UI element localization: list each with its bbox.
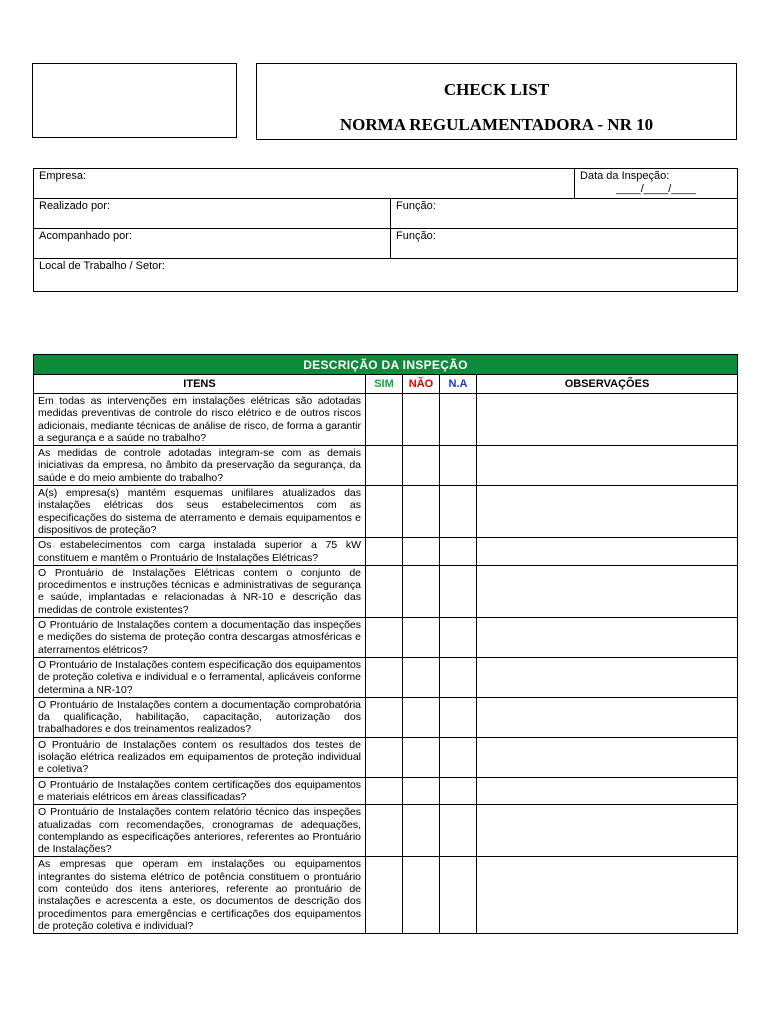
col-itens: ITENS — [34, 375, 366, 394]
na-checkbox[interactable] — [440, 565, 477, 617]
realizado-por-label: Realizado por: — [39, 200, 110, 212]
acompanhado-por-label: Acompanhado por: — [39, 230, 132, 242]
funcao-2-label: Função: — [396, 230, 436, 242]
sim-checkbox[interactable] — [366, 737, 403, 777]
na-checkbox[interactable] — [440, 777, 477, 805]
checklist-body — [34, 394, 738, 934]
observacoes-cell[interactable] — [477, 737, 738, 777]
sim-checkbox[interactable] — [366, 805, 403, 857]
checklist-row — [34, 486, 738, 538]
na-checkbox[interactable] — [440, 618, 477, 658]
checklist-item-text: O Prontuário de Instalações contem os resultados dos testes de isolação elétrica realizados em equipamentos de proteção individual e coletiva? — [34, 737, 366, 777]
local-label: Local de Trabalho / Setor: — [39, 260, 165, 272]
empresa-field[interactable] — [34, 169, 575, 199]
sim-checkbox[interactable] — [366, 565, 403, 617]
sim-checkbox[interactable] — [366, 618, 403, 658]
info-row-empresa — [34, 169, 738, 199]
sim-checkbox[interactable] — [366, 538, 403, 566]
title-box — [256, 63, 737, 140]
date-placeholder: ____/____/____ — [616, 183, 696, 195]
sim-checkbox[interactable] — [366, 394, 403, 446]
col-observacoes: OBSERVAÇÕES — [477, 375, 738, 394]
na-checkbox[interactable] — [440, 538, 477, 566]
checklist-item-text: O Prontuário de Instalações Elétricas contem o conjunto de procedimentos e instruções técnicas e administrativas de segurança e saúde, implantadas e relacionadas à NR-10 e descrição das medidas de controle existentes? — [34, 565, 366, 617]
checklist-item-text: Os estabelecimentos com carga instalada superior a 75 kW constituem e mantêm o Prontuário de Instalações Elétricas? — [34, 538, 366, 566]
checklist-row — [34, 565, 738, 617]
observacoes-cell[interactable] — [477, 697, 738, 737]
info-row-local — [34, 259, 738, 292]
na-checkbox[interactable] — [440, 697, 477, 737]
na-checkbox[interactable] — [440, 805, 477, 857]
checklist-row — [34, 538, 738, 566]
nao-checkbox[interactable] — [403, 538, 440, 566]
checklist-row — [34, 618, 738, 658]
nao-checkbox[interactable] — [403, 697, 440, 737]
observacoes-cell[interactable] — [477, 805, 738, 857]
observacoes-cell[interactable] — [477, 618, 738, 658]
checklist-row — [34, 857, 738, 934]
nao-checkbox[interactable] — [403, 777, 440, 805]
info-row-realizado — [34, 199, 738, 229]
observacoes-cell[interactable] — [477, 538, 738, 566]
observacoes-cell[interactable] — [477, 446, 738, 486]
na-checkbox[interactable] — [440, 737, 477, 777]
info-row-acompanhado — [34, 229, 738, 259]
observacoes-cell[interactable] — [477, 777, 738, 805]
form-subtitle: NORMA REGULAMENTADORA - NR 10 — [339, 115, 654, 134]
nao-checkbox[interactable] — [403, 737, 440, 777]
checklist-item-text: Em todas as intervenções em instalações elétricas são adotadas medidas preventivas de controle do risco elétrico e de outros riscos adicionais, mediante técnicas de análise de risco, de forma a garantir a segurança e a saúde no trabalho? — [34, 394, 366, 446]
na-checkbox[interactable] — [440, 657, 477, 697]
data-inspecao-field[interactable] — [575, 169, 738, 199]
checklist-item-text: A(s) empresa(s) mantém esquemas unifilares atualizados das instalações elétricas dos seus estabelecimentos com as especificações do sistema de aterramento e demais equipamentos e dispositivos de proteção? — [34, 486, 366, 538]
sim-checkbox[interactable] — [366, 657, 403, 697]
observacoes-cell[interactable] — [477, 657, 738, 697]
na-checkbox[interactable] — [440, 446, 477, 486]
checklist-item-text: As medidas de controle adotadas integram-se com as demais iniciativas da empresa, no âmbito da preservação da segurança, da saúde e do meio ambiente do trabalho? — [34, 446, 366, 486]
acompanhado-por-field[interactable] — [34, 229, 391, 259]
checklist-table — [33, 354, 738, 934]
funcao-1-field[interactable] — [391, 199, 738, 229]
nao-checkbox[interactable] — [403, 657, 440, 697]
nao-checkbox[interactable] — [403, 446, 440, 486]
col-na: N.A — [440, 375, 477, 394]
col-nao: NÃO — [403, 375, 440, 394]
data-inspecao-label: Data da Inspeção: — [580, 170, 670, 182]
checklist-row — [34, 737, 738, 777]
checklist-row — [34, 777, 738, 805]
checklist-banner: DESCRIÇÃO DA INSPEÇÃO — [34, 355, 738, 375]
sim-checkbox[interactable] — [366, 446, 403, 486]
checklist-item-text: O Prontuário de Instalações contem relatório técnico das inspeções atualizadas com recomendações, cronogramas de adequações, contemplando as especificações anteriores, referentes ao Prontuário de Instalações? — [34, 805, 366, 857]
col-sim: SIM — [366, 375, 403, 394]
checklist-item-text: O Prontuário de Instalações contem especificação dos equipamentos de proteção coletiva e individual e o ferramental, aplicáveis conforme determina a NR-10? — [34, 657, 366, 697]
funcao-2-field[interactable] — [391, 229, 738, 259]
sim-checkbox[interactable] — [366, 777, 403, 805]
checklist-item-text: O Prontuário de Instalações contem a documentação comprobatória da qualificação, habilitação, capacitação, autorização dos trabalhadores e dos treinamentos realizados? — [34, 697, 366, 737]
info-table — [33, 168, 738, 292]
local-field[interactable] — [34, 259, 738, 292]
nao-checkbox[interactable] — [403, 805, 440, 857]
nao-checkbox[interactable] — [403, 486, 440, 538]
checklist-row — [34, 805, 738, 857]
checklist-row — [34, 446, 738, 486]
checklist-row — [34, 394, 738, 446]
na-checkbox[interactable] — [440, 394, 477, 446]
checklist-row — [34, 657, 738, 697]
nao-checkbox[interactable] — [403, 618, 440, 658]
sim-checkbox[interactable] — [366, 697, 403, 737]
sim-checkbox[interactable] — [366, 486, 403, 538]
observacoes-cell[interactable] — [477, 486, 738, 538]
sim-checkbox[interactable] — [366, 857, 403, 934]
na-checkbox[interactable] — [440, 857, 477, 934]
checklist-item-text: As empresas que operam em instalações ou equipamentos integrantes do sistema elétrico de potência constituem o prontuário com conteúdo dos itens anteriores, referente ao prontuário de instalações e acrescenta a este, os documentos de descrição dos procedimentos para emergências e certificações dos equipamentos de proteção coletiva e individual? — [34, 857, 366, 934]
na-checkbox[interactable] — [440, 486, 477, 538]
checklist-item-text: O Prontuário de Instalações contem certificações dos equipamentos e materiais elétricos em áreas classificadas? — [34, 777, 366, 805]
realizado-por-field[interactable] — [34, 199, 391, 229]
logo-box — [32, 63, 237, 138]
observacoes-cell[interactable] — [477, 857, 738, 934]
nao-checkbox[interactable] — [403, 857, 440, 934]
empresa-label: Empresa: — [39, 170, 87, 182]
nao-checkbox[interactable] — [403, 565, 440, 617]
nao-checkbox[interactable] — [403, 394, 440, 446]
checklist-row — [34, 697, 738, 737]
checklist-item-text: O Prontuário de Instalações contem a documentação das inspeções e medições do sistema de proteção contra descargas atmosféricas e aterramentos elétricos? — [34, 618, 366, 658]
observacoes-cell[interactable] — [477, 394, 738, 446]
observacoes-cell[interactable] — [477, 565, 738, 617]
funcao-1-label: Função: — [396, 200, 436, 212]
form-title: CHECK LIST — [443, 80, 550, 99]
